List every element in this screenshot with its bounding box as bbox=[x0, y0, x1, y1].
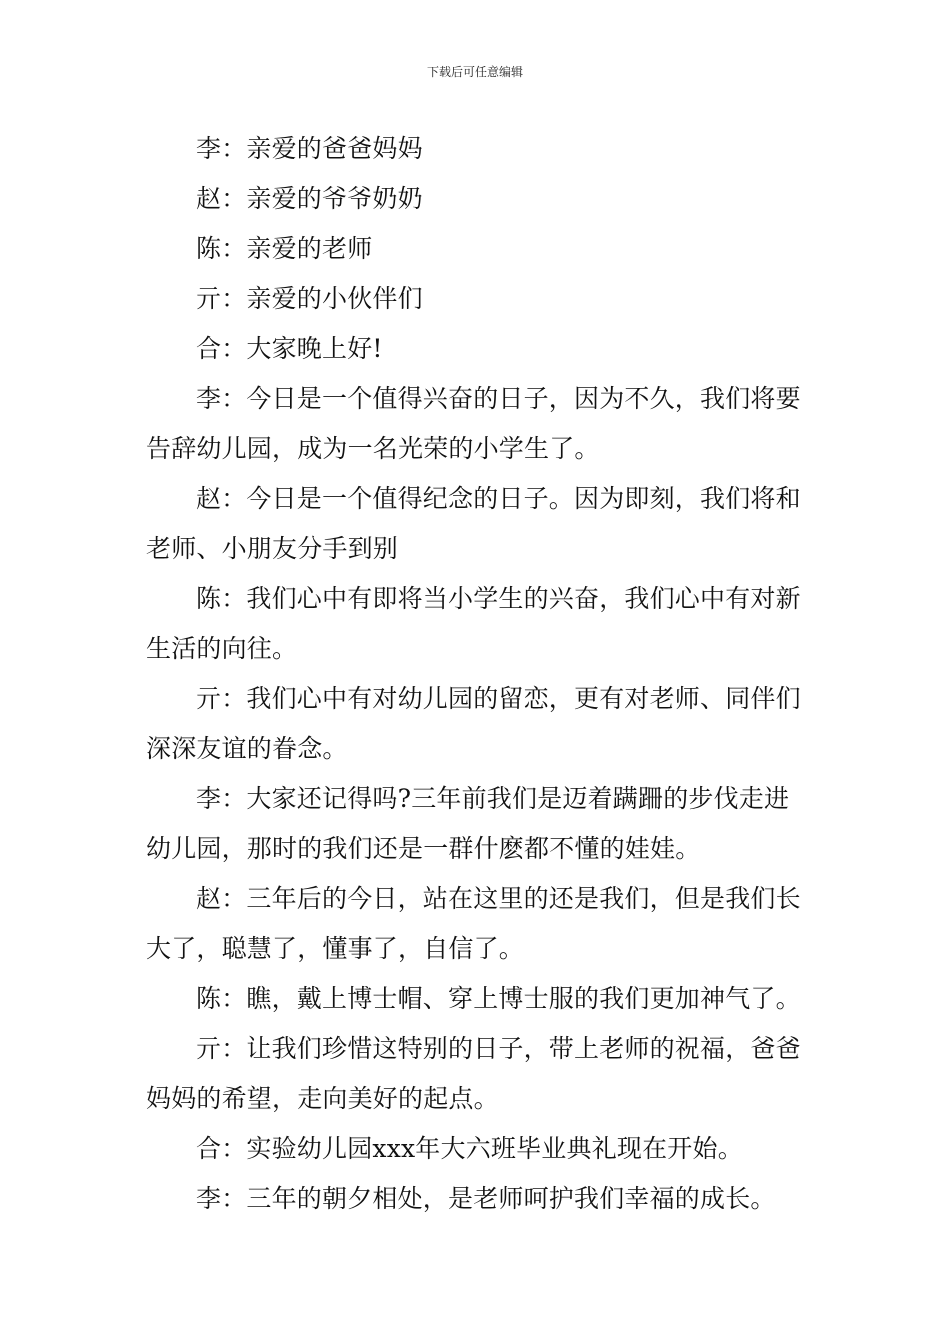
paragraph-8: 陈：我们心中有即将当小学生的兴奋，我们心中有对新生活的向往。 bbox=[146, 584, 801, 663]
paragraph-3: 陈：亲爱的老师 bbox=[196, 234, 373, 263]
paragraph-5: 合：大家晚上好! bbox=[196, 334, 383, 363]
paragraph-1: 李：亲爱的爸爸妈妈 bbox=[196, 134, 423, 163]
paragraph-11: 赵：三年后的今日，站在这里的还是我们，但是我们长大了，聪慧了，懂事了，自信了。 bbox=[146, 884, 801, 963]
paragraph-6: 李：今日是一个值得兴奋的日子，因为不久，我们将要告辞幼儿园，成为一名光荣的小学生了。 bbox=[146, 384, 801, 463]
paragraph-7: 赵：今日是一个值得纪念的日子。因为即刻，我们将和老师、小朋友分手到别 bbox=[146, 484, 801, 563]
page-header: 下载后可任意编辑 bbox=[426, 65, 523, 79]
paragraph-4: 亓：亲爱的小伙伴们 bbox=[196, 284, 423, 313]
document-body bbox=[146, 124, 810, 1224]
paragraph-9: 亓：我们心中有对幼儿园的留恋，更有对老师、同伴们深深友谊的眷念。 bbox=[146, 684, 801, 763]
paragraph-10: 李：大家还记得吗?三年前我们是迈着蹒跚的步伐走进幼儿园，那时的我们还是一群什麽都不懂的娃娃。 bbox=[146, 784, 790, 863]
paragraph-13: 亓：让我们珍惜这特别的日子，带上老师的祝福，爸爸妈妈的希望，走向美好的起点。 bbox=[146, 1034, 801, 1113]
paragraph-12: 陈：瞧，戴上博士帽、穿上博士服的我们更加神气了。 bbox=[196, 984, 801, 1013]
paragraph-2: 赵：亲爱的爷爷奶奶 bbox=[196, 184, 423, 213]
paragraph-15: 李：三年的朝夕相处，是老师呵护我们幸福的成长。 bbox=[196, 1184, 776, 1213]
paragraph-14: 合：实验幼儿园xxx年大六班毕业典礼现在开始。 bbox=[196, 1134, 743, 1163]
